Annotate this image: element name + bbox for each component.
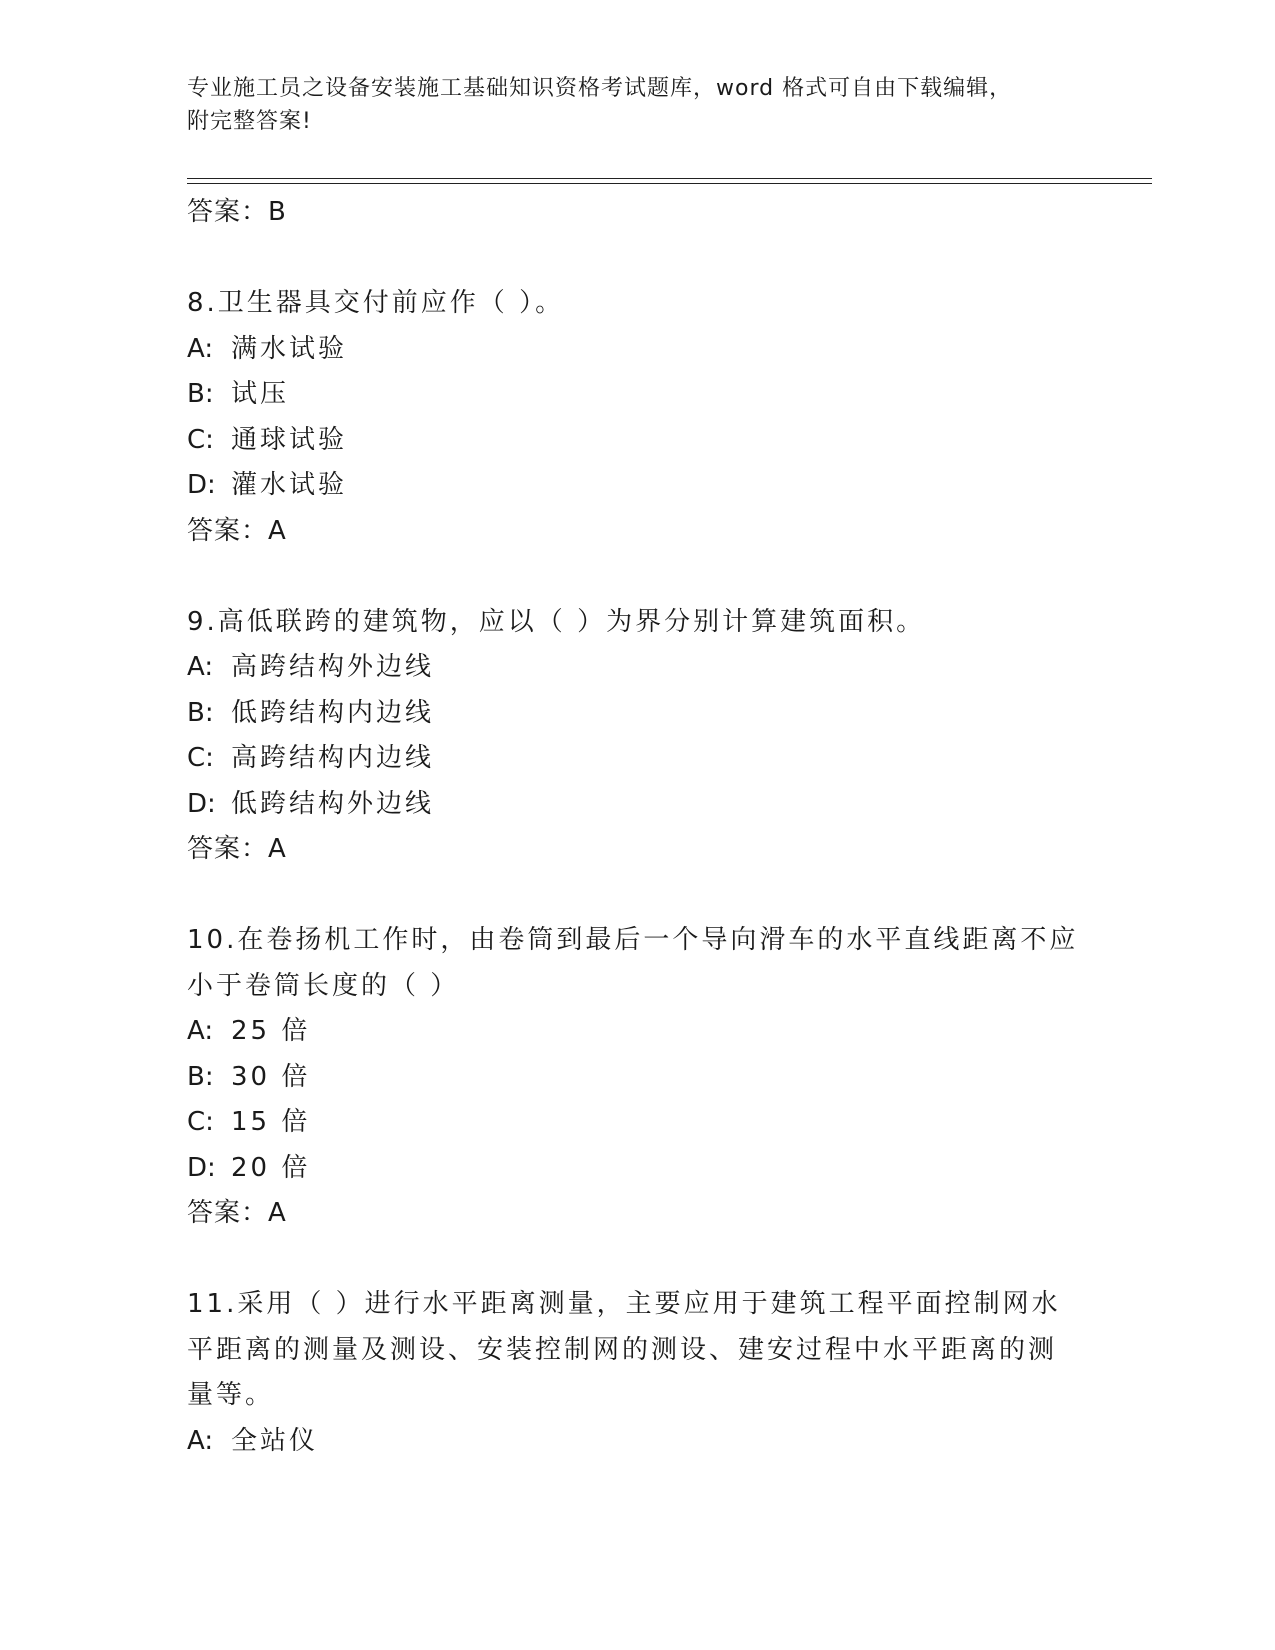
option-d — [187, 782, 1087, 828]
question-text-line-2: 平距离的测量及测设、安装控制网的测设、建安过程中水平距离的测 — [187, 1334, 1058, 1365]
option-b — [187, 691, 1087, 737]
option-key: D: — [187, 470, 216, 500]
question-list — [187, 190, 1087, 1464]
question-10 — [187, 918, 1087, 1237]
option-key: C: — [187, 424, 214, 455]
option-text: 低跨结构外边线 — [231, 788, 435, 819]
option-a — [187, 327, 1087, 373]
question-text: 8.卫生器具交付前应作（ ）。 — [187, 288, 565, 318]
option-text: 通球试验 — [231, 424, 348, 455]
spacer — [187, 236, 1087, 282]
option-key: B: — [187, 697, 214, 728]
option-key: B: — [187, 1061, 214, 1092]
option-b — [187, 372, 1087, 418]
option-d — [187, 463, 1087, 509]
option-c — [187, 736, 1087, 782]
option-c — [187, 1100, 1087, 1146]
option-key: D: — [187, 1152, 216, 1183]
option-text: 全站仪 — [231, 1425, 319, 1456]
option-d — [187, 1146, 1087, 1192]
option-key: A: — [187, 652, 214, 682]
header-line-1: 专业施工员之设备安装施工基础知识资格考试题库，word 格式可自由下载编辑， — [187, 76, 1013, 101]
question-text-line-3: 量等。 — [187, 1380, 275, 1410]
header-divider-bottom — [187, 183, 1152, 184]
option-a — [187, 1419, 1087, 1465]
question-8 — [187, 281, 1087, 554]
option-key: A: — [187, 1016, 214, 1046]
option-text: 高跨结构外边线 — [231, 652, 435, 682]
option-b — [187, 1055, 1087, 1101]
answer: 答案：A — [187, 515, 287, 546]
question-text-line-1: 11.采用（ ）进行水平距离测量，主要应用于建筑工程平面控制网水 — [187, 1289, 1061, 1319]
document-header — [187, 72, 1087, 138]
question-text: 9.高低联跨的建筑物，应以（ ）为界分别计算建筑面积。 — [187, 606, 926, 637]
option-text: 20 倍 — [231, 1152, 311, 1183]
answer: 答案：A — [187, 834, 287, 864]
spacer — [187, 873, 1087, 919]
option-key: D: — [187, 788, 216, 819]
answer: 答案：A — [187, 1198, 287, 1228]
question-11 — [187, 1282, 1087, 1464]
option-key: C: — [187, 743, 214, 773]
question-9 — [187, 600, 1087, 873]
option-c — [187, 418, 1087, 464]
option-text: 30 倍 — [231, 1061, 311, 1092]
option-a — [187, 1009, 1087, 1055]
previous-answer: 答案：B — [187, 197, 287, 227]
spacer — [187, 1237, 1087, 1283]
option-text: 低跨结构内边线 — [231, 697, 435, 728]
header-line-2: 附完整答案! — [187, 109, 312, 134]
option-text: 15 倍 — [231, 1107, 311, 1137]
question-text-line-1: 10.在卷扬机工作时，由卷筒到最后一个导向滑车的水平直线距离不应 — [187, 925, 1079, 955]
question-text-line-2: 小于卷筒长度的（ ） — [187, 970, 460, 1001]
option-text: 25 倍 — [231, 1016, 311, 1046]
option-key: A: — [187, 1425, 214, 1456]
option-text: 高跨结构内边线 — [231, 743, 435, 773]
option-key: C: — [187, 1107, 214, 1137]
header-divider-top — [187, 178, 1152, 179]
option-a — [187, 645, 1087, 691]
option-text: 试压 — [231, 379, 290, 409]
option-key: A: — [187, 333, 214, 364]
option-text: 灌水试验 — [231, 470, 348, 500]
spacer — [187, 554, 1087, 600]
option-text: 满水试验 — [231, 333, 348, 364]
option-key: B: — [187, 379, 214, 409]
